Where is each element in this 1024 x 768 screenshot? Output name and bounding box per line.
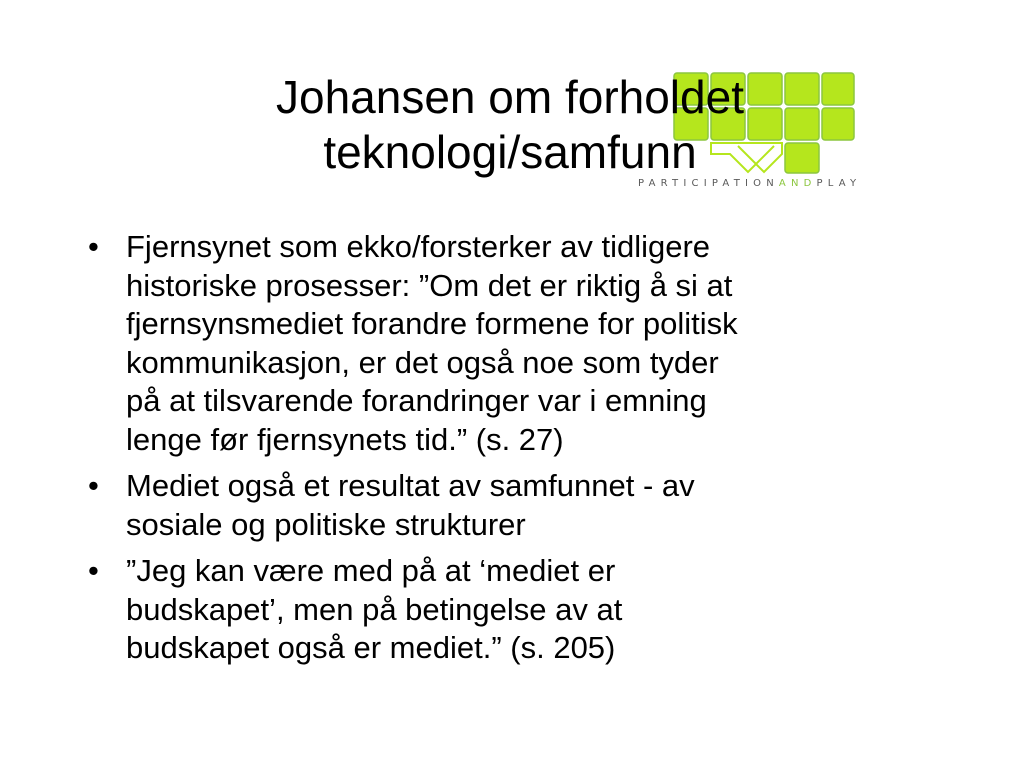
bullet-line: på at tilsvarende forandringer var i emning <box>126 383 707 418</box>
bullet-line: ”Jeg kan være med på at ‘mediet er <box>126 553 616 588</box>
title-line-2: teknologi/samfunn <box>323 126 697 178</box>
bullet-marker: • <box>88 468 99 503</box>
slide-title <box>100 70 920 180</box>
bullet-list <box>84 228 944 676</box>
bullet-item-2 <box>84 467 944 544</box>
bullet-line: sosiale og politiske strukturer <box>126 506 526 542</box>
bullet-item-3 <box>84 552 944 668</box>
bullet-line: fjernsynsmediet forandre formene for politisk <box>126 306 738 341</box>
bullet-line: lenge før fjernsynets tid.” (s. 27) <box>126 421 564 457</box>
bullet-line: budskapet’, men på betingelse av at <box>126 591 623 627</box>
title-line-1: Johansen om forholdet <box>276 71 744 123</box>
bullet-marker: • <box>88 229 99 264</box>
bullet-line: historiske prosesser: ”Om det er riktig å si at <box>126 267 733 303</box>
logo-wordmark: PARTICIPATIONANDPLAY <box>638 178 862 189</box>
bullet-item-1 <box>84 228 944 459</box>
bullet-line: Fjernsynet som ekko/forsterker av tidligere <box>126 229 711 264</box>
bullet-line: kommunikasjon, er det også noe som tyder <box>126 344 719 380</box>
bullet-line: Mediet også et resultat av samfunnet - av <box>126 468 695 503</box>
bullet-line: budskapet også er mediet.” (s. 205) <box>126 630 616 665</box>
bullet-marker: • <box>88 553 99 588</box>
